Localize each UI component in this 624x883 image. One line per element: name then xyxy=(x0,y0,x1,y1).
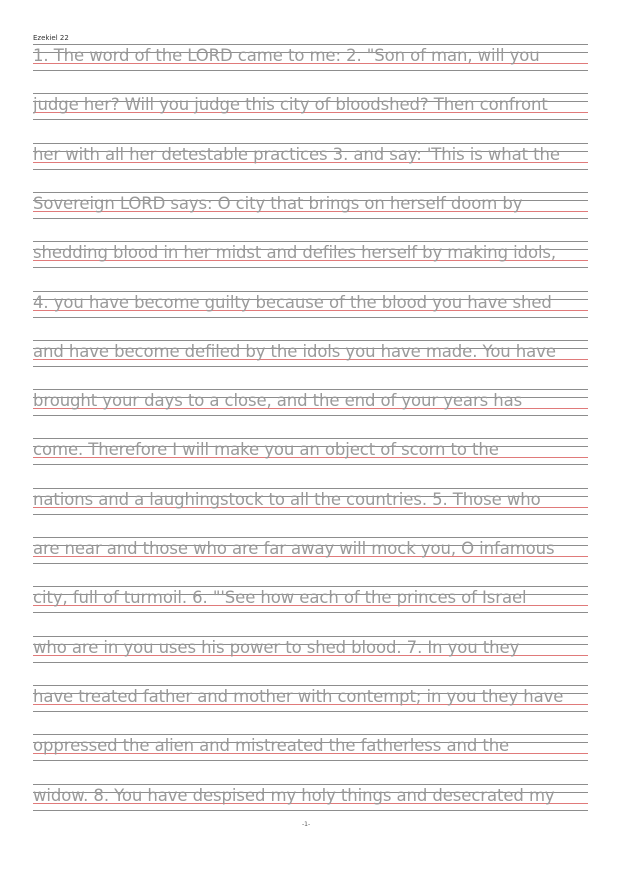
tracing-text-line: Sovereign LORD says: O city that brings on herself doom by xyxy=(33,193,523,213)
descender-line xyxy=(33,169,588,170)
ascender-line xyxy=(33,340,588,341)
descender-line xyxy=(33,119,588,120)
tracing-text-line: judge her? Will you judge this city of bloodshed? Then confront xyxy=(33,95,548,115)
tracing-text-line: 1. The word of the LORD came to me: 2. "Son of man, will you xyxy=(33,46,540,65)
descender-line xyxy=(33,514,588,515)
tracing-text-line: are near and those who are far away will mock you, O infamous xyxy=(33,539,555,558)
tracing-text-line: brought your days to a close, and the end of your years has xyxy=(33,391,523,411)
tracing-text-line: shedding blood in her midst and defiles herself by making idols, xyxy=(33,243,557,263)
descender-line xyxy=(33,563,588,564)
ascender-line xyxy=(33,636,588,637)
ascender-line xyxy=(33,685,588,686)
ascender-line xyxy=(33,192,588,193)
descender-line xyxy=(33,810,588,811)
tracing-text-line: widow. 8. You have despised my holy things and desecrated my xyxy=(33,785,555,805)
tracing-text-line: and have become defiled by the idols you have made. You have xyxy=(33,341,556,361)
tracing-text-line: oppressed the alien and mistreated the fatherless and the xyxy=(33,736,510,756)
descender-line xyxy=(33,415,588,416)
descender-line xyxy=(33,70,588,71)
descender-line xyxy=(33,218,588,219)
descender-line xyxy=(33,760,588,761)
ascender-line xyxy=(33,93,588,94)
tracing-text-line: 4. you have become guilty because of the blood you have shed xyxy=(33,292,552,312)
tracing-text-line: city, full of turmoil. 6. "'See how each of the princes of Israel xyxy=(33,588,527,608)
tracing-text-line: her with all her detestable practices 3. and say: 'This is what the xyxy=(33,144,560,164)
descender-line xyxy=(33,612,588,613)
ascender-line xyxy=(33,291,588,292)
ascender-line xyxy=(33,488,588,489)
ascender-line xyxy=(33,438,588,439)
page-header: Ezekiel 22 xyxy=(33,34,69,42)
ascender-line xyxy=(33,44,588,45)
descender-line xyxy=(33,711,588,712)
tracing-text-line: who are in you uses his power to shed blood. 7. In you they xyxy=(33,637,520,657)
ascender-line xyxy=(33,143,588,144)
ascender-line xyxy=(33,537,588,538)
descender-line xyxy=(33,464,588,465)
tracing-text-line: have treated father and mother with contempt; in you they have xyxy=(33,686,564,706)
descender-line xyxy=(33,662,588,663)
tracing-text-line: nations and a laughingstock to all the countries. 5. Those who xyxy=(33,489,541,509)
ascender-line xyxy=(33,241,588,242)
ascender-line xyxy=(33,734,588,735)
page-number: -1- xyxy=(302,821,311,828)
descender-line xyxy=(33,267,588,268)
ascender-line xyxy=(33,784,588,785)
tracing-text-line: come. Therefore I will make you an object of scorn to the xyxy=(33,440,499,460)
descender-line xyxy=(33,317,588,318)
ascender-line xyxy=(33,389,588,390)
descender-line xyxy=(33,366,588,367)
ascender-line xyxy=(33,586,588,587)
